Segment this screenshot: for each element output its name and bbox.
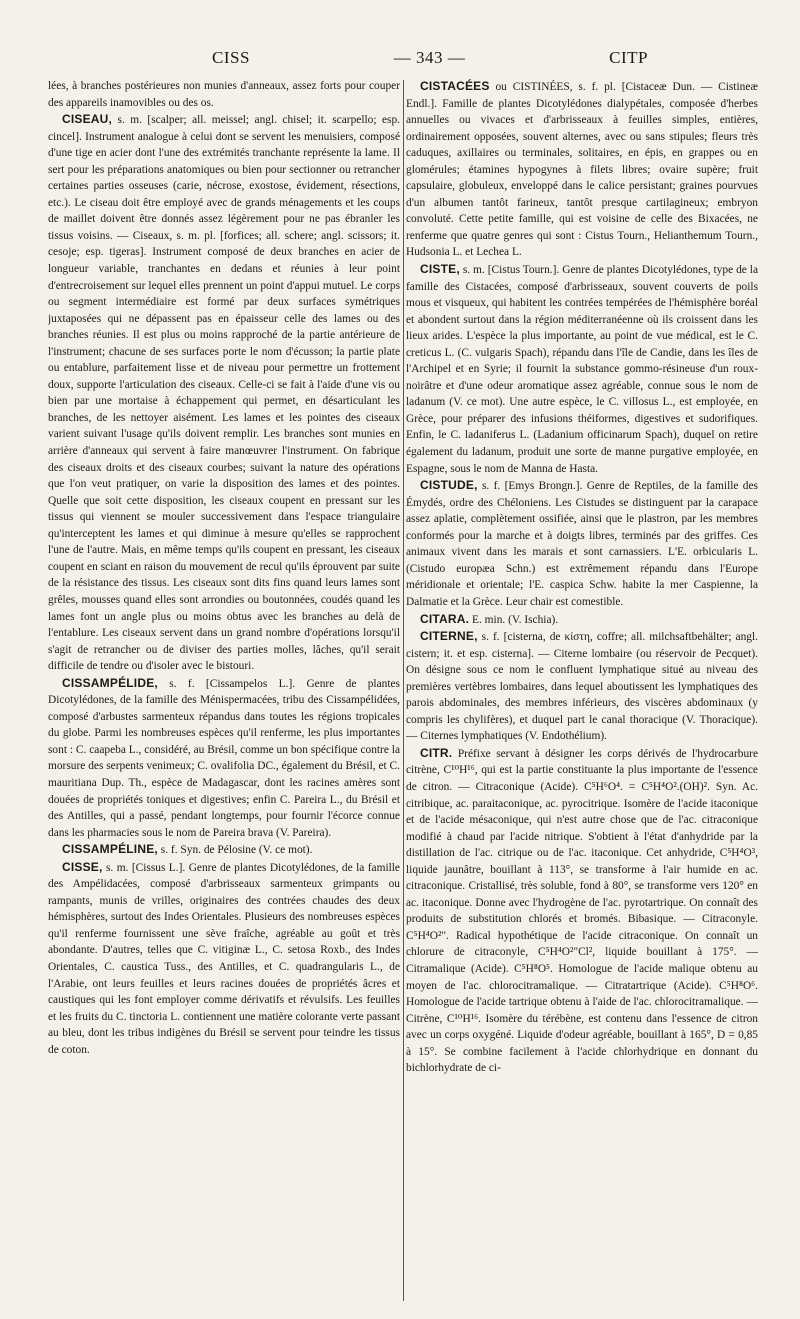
page-number: — 343 —: [393, 48, 466, 67]
entry-text: s. f. [Emys Brongn.]. Genre de Reptiles, de la famille des Émydés, ordre des Chéloniens. Les Cistudes se distinguent par la carapace assez aplatie, complètement ossifiée, ainsi que le plastron, par les membres conformés pour la marche et à doigts libres, terminés par des griffes. Ces animaux vivent dans les marais et sont carnassiers. L'E. orbicularis L. (Cistudo europæa Schn.) est extrêmement répandu dans l'Europe méridionale et orientale; l'E. caspica Schw. habite la mer Caspienne, la Dalmatie et la Grèce. Leur chair est comestible.: [406, 480, 758, 608]
entry-text: s. m. [scalper; all. meissel; angl. chisel; it. scarpello; esp. cincel]. Instrument analogue à celui dont se servent les menuisiers, composé d'une tige en acier dont l'une des extrémités tranchante représente la lame. Il sert pour les préparations anatomiques ou bien pour sectionner ou retrancher certaines parties osseuses (carie, nécrose, exostose, évidement, résections, etc.). Le ciseau doit être employé avec de grands ménagements et les coups de maillet doivent être donnés assez légèrement pour ne pas ébranler les tissus voisins. — Ciseaux, s. m. pl. [forfices; all. schere; angl. scissors; it. cesoje; esp. tigeras]. Instrument composé de deux branches en acier de longueur variable, tranchantes en dedans et réunies à leur point d'entrecroisement sur lequel elles prennent un point d'appui mutuel. Le corps ou segment intermédiaire est formé par deux surfaces symétriques juxtaposées qui ne dépassent pas en épaisseur celle des lames ou des branches réunies. Il est plus ou moins rapproché de la partie antérieure de l'instrument; chacune de ses surfaces porte le nom d'écusson; la partie plate ou entablure, parfaitement lisse et de niveau pour permettre un frottement doux, supporte l'articulation des ciseaux. Celle-ci se fait à l'aide d'une vis ou bien par une mortaise à échappement qui permet, en désarticulant les branches, de les nettoyer aisément. Les lames et les pointes des ciseaux varient suivant l'usage qu'ils doivent remplir. Les branches sont munies en arrière d'anneaux qui servent à faire manœuvrer l'instrument. On fabrique des ciseaux droits et des ciseaux courbes; suivant la nature des opérations que l'on veut pratiquer, on varie la disposition des lames et des pointes. Quelle que soit cette disposition, les ciseaux coupent en pressant sur les tissus qui viennent se mouler successivement dans l'espace triangulaire qu'interceptent les lames et qui diminue à mesure qu'elles se rapprochent l'une de l'autre. Mais, en même temps qu'ils coupent en pressant, les ciseaux coupent en sciant en raison du mouvement de recul qu'ils éprouvent par suite de la résistance des tissus. Les ciseaux sont dits fins quand leurs lames sont grêles, mousses quand elles sont arrondies ou boutonnées, coudés quand les lames font un angle plus ou moins obtus avec les branches au delà de l'entablure. Les ciseaux servent dans un grand nombre d'opérations lorsqu'il s'agit de retrancher ou de diviser des parties molles, lâches, qu'il serait difficile de tendre ou d'isoler avec le bistouri.: [48, 114, 400, 673]
dictionary-entry: [48, 859, 400, 1059]
entry-headword: CITERNE,: [420, 629, 478, 644]
entry-text: lées, à branches postérieures non munies d'anneaux, assez forts pour couper des appareils inamovibles ou des os.: [48, 80, 400, 109]
dictionary-entry: [406, 261, 758, 477]
running-head-left: CISS: [212, 48, 250, 67]
dictionary-entry: [406, 745, 758, 1077]
entry-headword: CITR.: [420, 745, 453, 760]
entry-headword: CISTUDE,: [420, 478, 478, 493]
entry-text: Préfixe servant à désigner les corps dérivés de l'hydrocarbure citrène, C¹⁰H¹⁶, qui est la partie constituante la plus importante de l'essence de citron. — Citraconique (Acide). C⁵H⁶O⁴. = C⁵H⁴O².(OH)². Syn. Ac. citribique, ac. paraitaconique, ac. pyrocitrique. Isomère de l'acide itaconique et de l'acide mésaconique, qui n'est autre chose que de l'ac. citraconique modifié à chaud par l'acide nitrique. S'obtient à l'état d'anhydride par la distillation de l'ac. citrique ou de l'ac. itaconique. Cet anhydride, C⁵H⁴O³, liquide jaunâtre, bouillant à 113°, se transforme à l'air humide en ac. citraconique. Cristallisé, très soluble, fond à 80°, se transforme vers 120° en ac. itaconique. Donne avec l'hydrogène de l'ac. pyrotartrique. On connaît des produits de substitution chlorés et bromés. Bibasique. — Citraconyle. C⁵H⁴O²". Radical hypothétique de l'acide citraconique. On connaît un chlorure de citraconyle, C⁵H⁴O²"Cl², liquide bouillant à 175°. — Citramalique (Acide). C⁵H⁸O⁵. Homologue de l'acide malique obtenu au moyen de l'ac. chlorocitramalique. — Citratartrique (Acide). C⁵H⁸O⁶. Homologue de l'acide tartrique obtenu à l'aide de l'ac. chlorocitramalique. — Citrène, C¹⁰H¹⁶. Isomère du térébène, est contenu dans l'essence de citron avec un corps oxygéné. Liquide d'odeur agréable, bouillant à 165°, D = 0,85 à 15°. Se combine facilement à l'acide chlorhydrique en donnant du bichlorhydrate de ci-: [406, 747, 758, 1075]
dictionary-entry: [48, 841, 400, 859]
entry-text: s. m. [Cistus Tourn.]. Genre de plantes Dicotylédones, type de la famille des Cistacées, composé d'arbrisseaux, souvent couverts de poils mous et visqueux, qui habitent les contrées tempérées de l'hémisphère boréal et abondent surtout dans la région méditerranéenne où ils croissent dans les lieux arides. L'espèce la plus importante, au point de vue médical, est le C. creticus L. (C. vulgaris Spach), répandu dans l'île de Candie, dans les îles de l'Archipel et en Syrie; il fournit la substance gommo-résineuse d'un roux-noirâtre et d'une odeur aromatique assez agréable, connue sous le nom de ladanum (V. ce mot). Une autre espèce, le C. villosus L., est employée, en Grèce, pour préparer des infusions théiformes, digestives et sudorifiques. Enfin, le C. ladaniferus L. (Ladanium officinarum Spach), duquel on retire également du ladanum, produit une sorte de manne purgative employée, en Espagne, sous le nom de Manna de Hasta.: [406, 264, 758, 475]
entry-text: s. f. [cisterna, de κίστη, coffre; all. milchsaftbehälter; angl. cistern; it. et esp. cisterna]. — Citerne lombaire (ou réservoir de Pecquet). On désigne sous ce nom le confluent lymphatique situé au niveau des premières vertèbres lombaires, dans lequel aboutissent les lymphatiques des parois abdominales, des membres inférieurs, des viscères abdominaux (y compris les chylifères), et duquel part le canal thoracique (V. Thoracique). — Citernes lymphatiques (V. Endothélium).: [406, 631, 758, 743]
entry-headword: CISEAU,: [62, 112, 113, 127]
entry-text: s. m. [Cissus L.]. Genre de plantes Dicotylédones, de la famille des Ampélidacées, composé d'arbrisseaux sarmenteux grimpants ou rampants, munis de vrilles, originaires des contrées chaudes des deux hémisphères, surtout des Indes Orientales. Plusieurs des nombreuses espèces qu'il renferme fournissent une sève fraîche, agréable au goût et très abondante. D'autres, telles que C. vitiginæ L., C. setosa Roxb., des Indes Orientales, C. caustica Tuss., des Antilles, et C. quadrangularis L., de l'Arabie, ont leurs feuilles et leurs racines douées de propriétés âcres et caustiques qui les font employer comme dérivatifs et révulsifs. Les feuilles et les fruits du C. tinctoria L. contiennent une matière colorante verte passant au bleu, dont les tribus indigènes du Brésil se servent pour teindre les tissus de coton.: [48, 861, 400, 1056]
dictionary-entry: [406, 611, 758, 629]
right-column: [406, 78, 758, 1301]
entry-text: s. f. Syn. de Pélosine (V. ce mot).: [157, 844, 313, 857]
dictionary-entry: [48, 78, 400, 111]
dictionary-entry: [48, 675, 400, 841]
dictionary-entry: [406, 78, 758, 261]
entry-text: s. f. [Cissampelos L.]. Genre de plantes Dicotylédones, de la famille des Ménispermacées, tribu des Cissampélidées, composé d'arbustes sarmenteux répandus dans toutes les régions tropicales du globe. Parmi les nombreuses espèces qu'il renferme, les plus importantes sont : C. caapeba L., considéré, au Brésil, comme un bon spécifique contre la morsure des serpents venimeux; C. ovalifolia DC., également du Brésil, et C. mauritiana Dup. Th., espèce de Madagascar, dont les racines amères sont douées de propriétés toniques et digestives; enfin C. Pareira L., du Brésil et des Antilles, qui a passé, pendant longtemps, pour fournir l'écorce connue dans les pharmacies sous le nom de Pareira brava (V. Pareira).: [48, 677, 400, 839]
entry-text: ou CISTINÉES, s. f. pl. [Cistaceæ Dun. — Cistineæ Endl.]. Famille de plantes Dicotylédones dialypétales, composée d'herbes annuelles ou vivaces et d'arbrisseaux à feuilles simples, entières, ordinairement opposées, souvent alternes, avec ou sans stipules; fleurs très caduques, axillaires ou terminales, solitaires, en épis, en grappes ou en glomérules; étamines hypogynes à filets libres; ovaire supère; fruit capsulaire, globuleux, enveloppé dans le calice persistant; graines pourvues d'un albumen tantôt farineux, tantôt presque cartilagineux; embryon convoluté. Cette petite famille, qui est voisine de celle des Bixacées, ne renferme que quatre genres qui sont : Cistus Tourn., Helianthemum Tourn., Hudsonia L. et Lechea L.: [406, 81, 758, 259]
running-head: [48, 48, 758, 70]
entry-headword: CISTE,: [420, 262, 460, 277]
column-divider: [403, 80, 404, 1301]
left-column: [48, 78, 400, 1301]
entry-headword: CITARA.: [420, 611, 470, 626]
dictionary-entry: [48, 111, 400, 675]
entry-headword: CISSAMPÉLINE,: [62, 842, 158, 857]
dictionary-entry: [406, 477, 758, 610]
entry-text: E. min. (V. Ischia).: [469, 613, 559, 626]
entry-headword: CISSE,: [62, 859, 103, 874]
entry-headword: CISSAMPÉLIDE,: [62, 675, 158, 690]
text-columns: [48, 78, 758, 1301]
entry-headword: CISTACÉES: [420, 79, 490, 93]
running-head-right: CITP: [609, 48, 648, 67]
dictionary-entry: [406, 628, 758, 745]
